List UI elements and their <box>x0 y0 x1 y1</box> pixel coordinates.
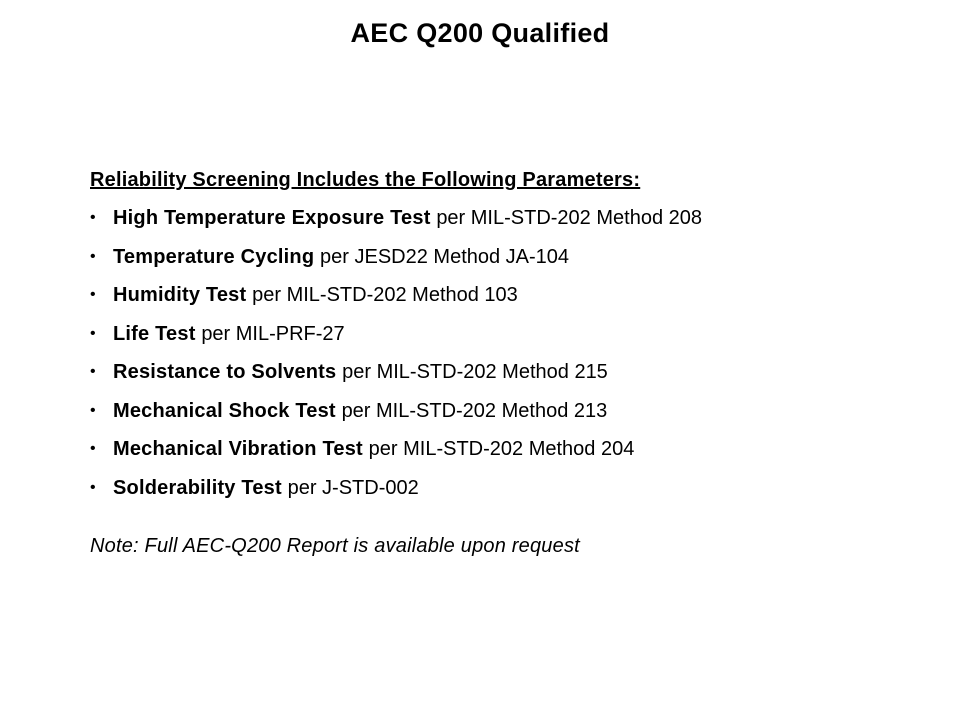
section-heading: Reliability Screening Includes the Following Parameters: <box>90 169 641 191</box>
test-standard: per MIL-STD-202 Method 215 <box>342 361 608 383</box>
test-name: Life Test <box>113 322 202 345</box>
bullet-icon: • <box>90 440 96 457</box>
test-standard: per J-STD-002 <box>287 476 419 499</box>
list-item <box>90 319 910 349</box>
test-standard: per MIL-STD-202 Method 103 <box>252 284 518 306</box>
list-item <box>90 396 910 426</box>
bullet-icon: • <box>90 363 96 380</box>
content-area <box>90 165 910 561</box>
bullet-icon: • <box>90 401 96 419</box>
test-name: Resistance to Solvents <box>113 361 343 383</box>
report-note: Note: Full AEC-Q200 Report is available upon request <box>90 534 580 557</box>
test-name: Mechanical Shock Test <box>113 399 342 422</box>
test-name: Solderability Test <box>113 476 288 499</box>
test-name: High Temperature Exposure Test <box>113 207 437 229</box>
test-standard: per JESD22 Method JA-104 <box>320 245 570 268</box>
test-list <box>90 203 910 503</box>
test-standard: per MIL-STD-202 Method 208 <box>436 207 702 229</box>
list-item <box>90 434 910 464</box>
test-standard: per MIL-STD-202 Method 204 <box>368 438 635 460</box>
test-name: Mechanical Vibration Test <box>113 438 369 460</box>
bullet-icon: • <box>90 478 96 496</box>
bullet-icon: • <box>90 324 96 342</box>
list-item <box>90 280 910 310</box>
list-item <box>90 357 910 387</box>
bullet-icon: • <box>90 286 96 303</box>
test-name: Humidity Test <box>113 284 253 306</box>
bullet-icon: • <box>90 209 96 226</box>
slide-title: AEC Q200 Qualified <box>350 18 610 48</box>
bullet-icon: • <box>90 247 96 265</box>
test-name: Temperature Cycling <box>113 245 321 268</box>
list-item <box>90 203 910 233</box>
test-standard: per MIL-PRF-27 <box>201 322 345 345</box>
list-item <box>90 242 910 272</box>
list-item <box>90 473 910 503</box>
test-standard: per MIL-STD-202 Method 213 <box>341 399 608 422</box>
